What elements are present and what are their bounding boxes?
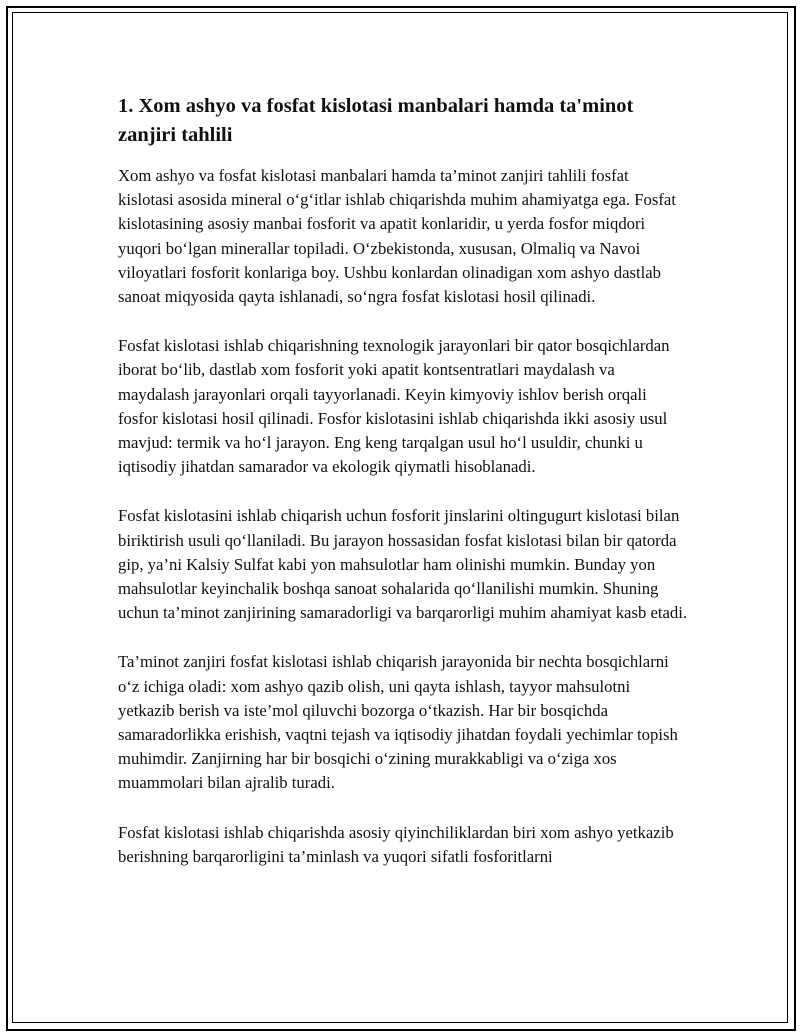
paragraph-5: Fosfat kislotasi ishlab chiqarishda asosiy qiyinchiliklardan biri xom ashyo yetkazib berishning barqarorligini ta’minlash va yuqori sifatli fosforitlarni bbox=[118, 822, 674, 866]
paragraph-4: Ta’minot zanjiri fosfat kislotasi ishlab chiqarish jarayonida bir nechta bosqichlarni o‘z ichiga oladi: xom ashyo qazib olish, uni qayta ishlash, tayyor mahsulotni yetkazib berish va iste’mol qiluvchi bozorga o‘tkazish. Har bir bosqichda samaradorlikka erishish, vaqtni tejash va iqtisodiy jihatdan foydali yechimlar topish muhimdir. Zanjirning har bir bosqichi o‘zining murakkabligi va o‘ziga xos muammolari bilan ajralib turadi. bbox=[118, 652, 678, 793]
document-body bbox=[118, 92, 688, 894]
section-heading: 1. Xom ashyo va fosfat kislotasi manbalari hamda ta'minot zanjiri tahlili bbox=[118, 95, 634, 146]
paragraph-3: Fosfat kislotasini ishlab chiqarish uchun fosforit jinslarini oltingugurt kislotasi bilan biriktirish usuli qo‘llaniladi. Bu jarayon hossasidan fosfat kislotasi bilan bir qatorda gip, ya’ni Kalsiy Sulfat kabi yon mahsulotlar ham olinishi mumkin. Bunday yon mahsulotlar keyinchalik boshqa sanoat sohalarida qo‘llanilishi mumkin. Shuning uchun ta’minot zanjirining samaradorligi va barqarorligi muhim ahamiyat kasb etadi. bbox=[118, 506, 688, 623]
paragraph-1: Xom ashyo va fosfat kislotasi manbalari hamda ta’minot zanjiri tahlili fosfat kislotasi asosida mineral o‘g‘itlar ishlab chiqarishda muhim ahamiyatga ega. Fosfat kislotasining asosiy manbai fosforit va apatit konlaridir, u yerda fosfor miqdori yuqori bo‘lgan minerallar topiladi. O‘zbekistonda, xususan, Olmaliq va Navoi viloyatlari fosforit konlariga boy. Ushbu konlardan olinadigan xom ashyo dastlab sanoat miqyosida qayta ishlanadi, so‘ngra fosfat kislotasi hosil qilinadi. bbox=[118, 166, 676, 307]
paragraph-2: Fosfat kislotasi ishlab chiqarishning texnologik jarayonlari bir qator bosqichlardan iborat bo‘lib, dastlab xom fosforit yoki apatit kontsentratlari maydalash va maydalash jarayonlari orqali tayyorlanadi. Keyin kimyoviy ishlov berish orqali fosfor kislotasi hosil qilinadi. Fosfor kislotasini ishlab chiqarishda ikki asosiy usul mavjud: termik va ho‘l jarayon. Eng keng tarqalgan usul ho‘l usuldir, chunki u iqtisodiy jihatdan samarador va ekologik qiymatli hisoblanadi. bbox=[118, 336, 670, 477]
